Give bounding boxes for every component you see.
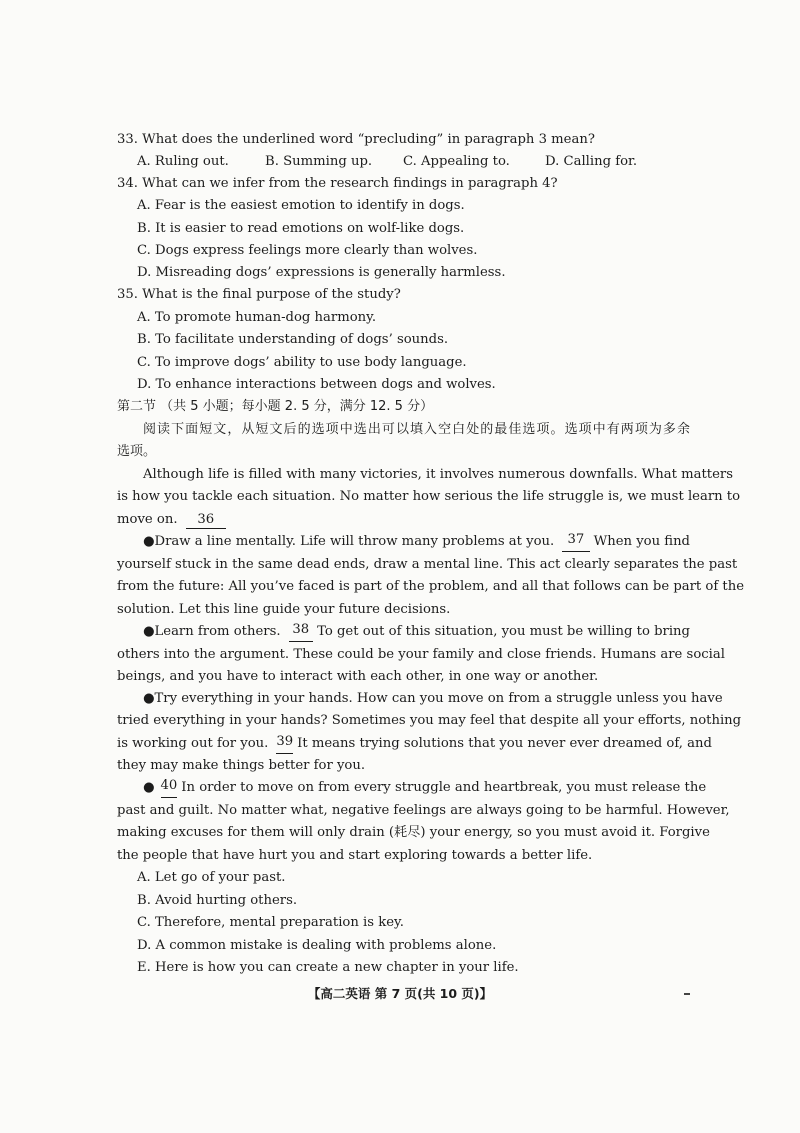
option-b: B. Avoid hurting others.: [137, 893, 298, 908]
q33-option-b: B. Summing up.: [265, 154, 373, 169]
passage-p5-line4: the people that have hurt you and start exploring towards a better life.: [117, 848, 593, 863]
passage-p4-line2: tried everything in your hands? Sometimes you may feel that despite all your efforts, nothing: [117, 713, 742, 728]
passage-p3-line1: [143, 622, 690, 642]
passage-text: It means trying solutions that you never ever dreamed of, and: [297, 736, 712, 751]
passage-text: is working out for you.: [117, 736, 269, 751]
question-34-stem: 34. What can we infer from the research findings in paragraph 4?: [117, 176, 558, 191]
blank-36[interactable]: 36: [186, 512, 226, 529]
section-instruction-cont: 选项。: [117, 444, 157, 459]
passage-text: ●Learn from others.: [143, 624, 281, 639]
page-footer: 【高二英语 第 7 页(共 10 页)】: [307, 986, 493, 1001]
passage-p4-line4: they may make things better for you.: [117, 758, 366, 773]
passage-p2-line1: [143, 532, 690, 552]
passage-p3-line2: others into the argument. These could be your family and close friends. Humans are social: [117, 647, 725, 662]
q34-option-c: C. Dogs express feelings more clearly than wolves.: [137, 243, 478, 258]
question-33-options: [137, 152, 697, 172]
option-d: D. A common mistake is dealing with problems alone.: [137, 938, 497, 953]
passage-text: move on.: [117, 512, 178, 527]
passage-p1-line1: Although life is filled with many victories, it involves numerous downfalls. What matters: [143, 467, 733, 482]
passage-text: When you find: [593, 534, 690, 549]
scan-mark: [684, 993, 690, 995]
passage-p2-line4: solution. Let this line guide your future decisions.: [117, 602, 451, 617]
section-instruction: 阅读下面短文，从短文后的选项中选出可以填入空白处的最佳选项。选项中有两项为多余: [143, 422, 690, 437]
q33-option-a: A. Ruling out.: [137, 154, 229, 169]
blank-40[interactable]: 40: [161, 778, 178, 798]
q33-option-c: C. Appealing to.: [403, 154, 510, 169]
passage-p5-line1: [143, 778, 707, 798]
option-c: C. Therefore, mental preparation is key.: [137, 915, 404, 930]
q34-option-a: A. Fear is the easiest emotion to identify in dogs.: [137, 198, 465, 213]
passage-p4-line1: ●Try everything in your hands. How can you move on from a struggle unless you have: [143, 691, 723, 706]
passage-text: ●Draw a line mentally. Life will throw many problems at you.: [143, 534, 555, 549]
question-33-stem: 33. What does the underlined word “precluding” in paragraph 3 mean?: [117, 132, 595, 147]
q34-option-d: D. Misreading dogs’ expressions is generally harmless.: [137, 265, 506, 280]
section-heading: 第二节 （共 5 小题；每小题 2. 5 分，满分 12. 5 分）: [117, 399, 434, 414]
q34-option-b: B. It is easier to read emotions on wolf-like dogs.: [137, 221, 465, 236]
passage-p5-line2: past and guilt. No matter what, negative feelings are always going to be harmful. However,: [117, 803, 730, 818]
q35-option-a: A. To promote human-dog harmony.: [137, 310, 377, 325]
passage-p1-line2: is how you tackle each situation. No matter how serious the life struggle is, we must learn to: [117, 489, 741, 504]
passage-p2-line2: yourself stuck in the same dead ends, draw a mental line. This act clearly separates the past: [117, 557, 738, 572]
option-e: E. Here is how you can create a new chapter in your life.: [137, 960, 519, 975]
bullet: ●: [143, 780, 155, 795]
blank-38[interactable]: 38: [289, 622, 314, 642]
passage-p5-line3: making excuses for them will only drain (耗尽) your energy, so you must avoid it. Forgive: [117, 825, 710, 840]
passage-p1-line3: [117, 510, 690, 530]
passage-text: In order to move on from every struggle and heartbreak, you must release the: [181, 780, 707, 795]
q35-option-d: D. To enhance interactions between dogs and wolves.: [137, 377, 496, 392]
q33-option-d: D. Calling for.: [545, 154, 638, 169]
passage-p4-line3: [117, 734, 712, 754]
blank-37[interactable]: 37: [562, 532, 589, 552]
option-a: A. Let go of your past.: [137, 870, 286, 885]
question-35-stem: 35. What is the final purpose of the study?: [117, 287, 401, 302]
blank-39[interactable]: 39: [276, 734, 293, 754]
q35-option-b: B. To facilitate understanding of dogs’ sounds.: [137, 332, 449, 347]
passage-p3-line3: beings, and you have to interact with each other, in one way or another.: [117, 669, 599, 684]
passage-p2-line3: from the future: All you’ve faced is part of the problem, and all that follows can be part of the: [117, 579, 745, 594]
passage-text: To get out of this situation, you must be willing to bring: [317, 624, 690, 639]
q35-option-c: C. To improve dogs’ ability to use body language.: [137, 355, 467, 370]
